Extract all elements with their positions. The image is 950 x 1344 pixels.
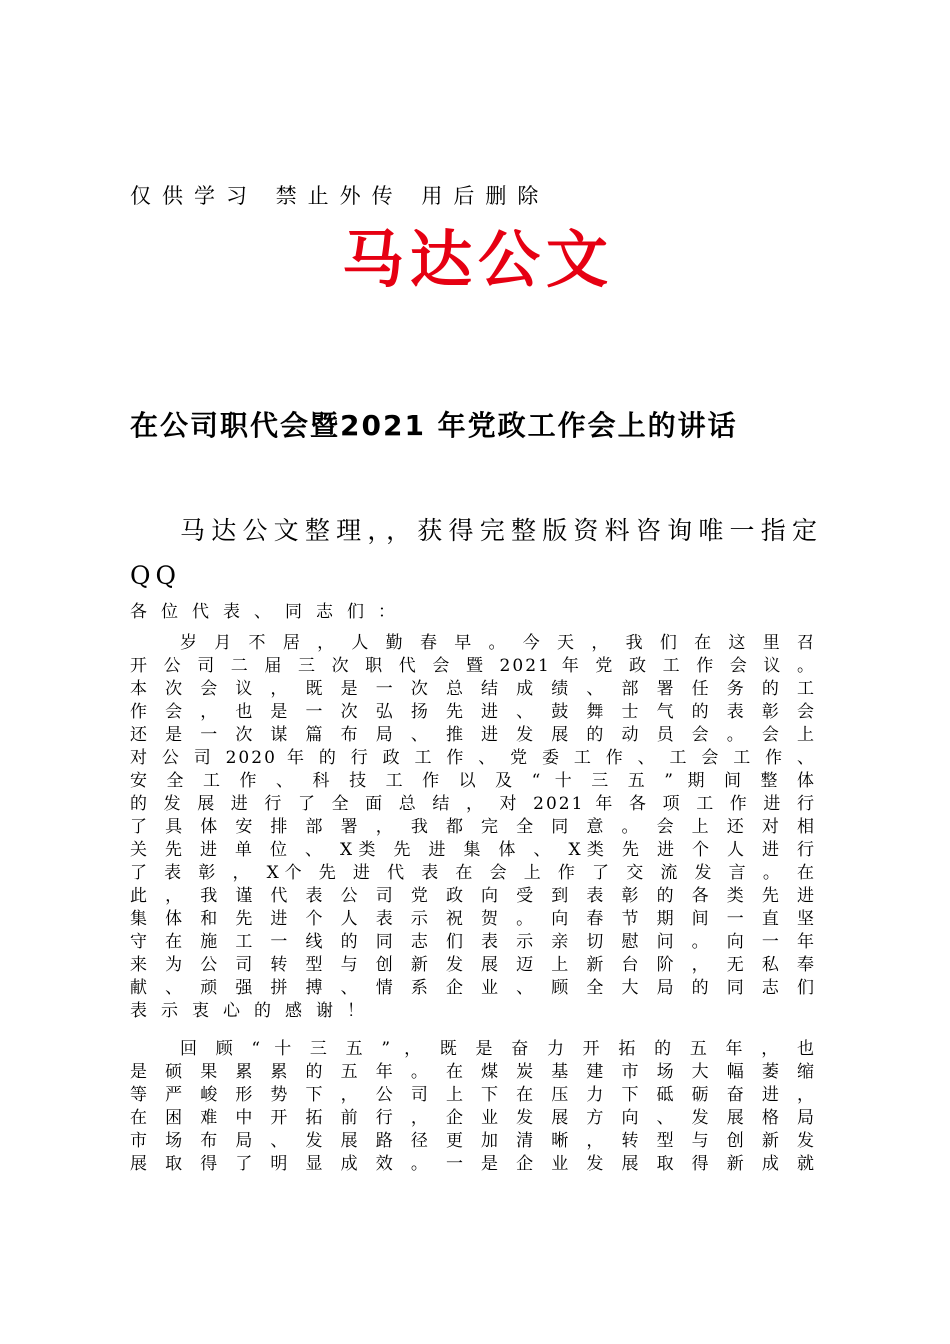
paragraph-line: 安 全 工 作 、 科 技 工 作 以 及 “ 十 三 五 ” 期 间 整 体 [130, 771, 816, 791]
paragraph-line: 此 ， 我 谨 代 表 公 司 党 政 向 受 到 表 彰 的 各 类 先 进 [130, 886, 816, 906]
paragraph-line: 作 会 ， 也 是 一 次 弘 扬 先 进 、 鼓 舞 士 气 的 表 彰 会 [130, 702, 816, 722]
paragraph-1 [130, 632, 816, 1023]
paragraph-line: 岁 月 不 居 ， 人 勤 春 早 。 今 天 ， 我 们 在 这 里 召 [180, 633, 816, 653]
brand-title: 马达公文 [342, 223, 615, 296]
paragraph-line: 展 取 得 了 明 显 成 效 。 一 是 企 业 发 展 取 得 新 成 就 [130, 1154, 816, 1174]
paragraph-line: 回 顾 “ 十 三 五 ” ， 既 是 奋 力 开 拓 的 五 年 ， 也 [180, 1039, 816, 1059]
paragraph-line: 关 先 进 单 位 、 X类 先 进 集 体 、 X类 先 进 个 人 进 行 [130, 840, 816, 860]
paragraph-line: 在 困 难 中 开 拓 前 行 ， 企 业 发 展 方 向 、 发 展 格 局 [130, 1108, 816, 1128]
lead-note: 马达公文整理，，获得完整版资料咨询唯一指定QQ [130, 516, 822, 590]
paragraph-line: 对 公 司 2020 年 的 行 政 工 作 、 党 委 工 作 、 工 会 工 作 、 [130, 748, 816, 768]
paragraph-line: 守 在 施 工 一 线 的 同 志 们 表 示 亲 切 慰 问 。 向 一 年 [130, 932, 816, 952]
paragraph-line: 献 、 顽 强 拼 搏 、 情 系 企 业 、 顾 全 大 局 的 同 志 们 [130, 978, 816, 998]
paragraph-2 [130, 1038, 816, 1176]
paragraph-line: 集 体 和 先 进 个 人 表 示 祝 贺 。 向 春 节 期 间 一 直 坚 [130, 909, 816, 929]
paragraph-line: 表示衷心的感谢！ [130, 1001, 378, 1021]
paragraph-line: 等 严 峻 形 势 下 ， 公 司 上 下 在 压 力 下 砥 砺 奋 进 ， [130, 1085, 816, 1105]
usage-notice: 仅供学习 禁止外传 用后删除 [130, 184, 550, 208]
paragraph-line: 市 场 布 局 、 发 展 路 径 更 加 清 晰 ， 转 型 与 创 新 发 [130, 1131, 816, 1151]
paragraph-line: 了 表 彰 ， X个 先 进 代 表 在 会 上 作 了 交 流 发 言 。 在 [130, 863, 816, 883]
paragraph-line: 本 次 会 议 ， 既 是 一 次 总 结 成 绩 、 部 署 任 务 的 工 [130, 679, 816, 699]
paragraph-line: 来 为 公 司 转 型 与 创 新 发 展 迈 上 新 台 阶 ， 无 私 奉 [130, 955, 816, 975]
paragraph-line: 是 硕 果 累 累 的 五 年 。 在 煤 炭 基 建 市 场 大 幅 萎 缩 [130, 1062, 816, 1082]
document-title: 在公司职代会暨2021 年党政工作会上的讲话 [130, 409, 738, 442]
paragraph-line: 了 具 体 安 排 部 署 ， 我 都 完 全 同 意 。 会 上 还 对 相 [130, 817, 816, 837]
paragraph-line: 还 是 一 次 谋 篇 布 局 、 推 进 发 展 的 动 员 会 。 会 上 [130, 725, 816, 745]
paragraph-line: 的 发 展 进 行 了 全 面 总 结 ， 对 2021 年 各 项 工 作 进 行 [130, 794, 816, 814]
paragraph-line: 开 公 司 二 届 三 次 职 代 会 暨 2021 年 党 政 工 作 会 议 。 [130, 656, 816, 676]
salutation: 各位代表、同志们： [130, 602, 409, 622]
